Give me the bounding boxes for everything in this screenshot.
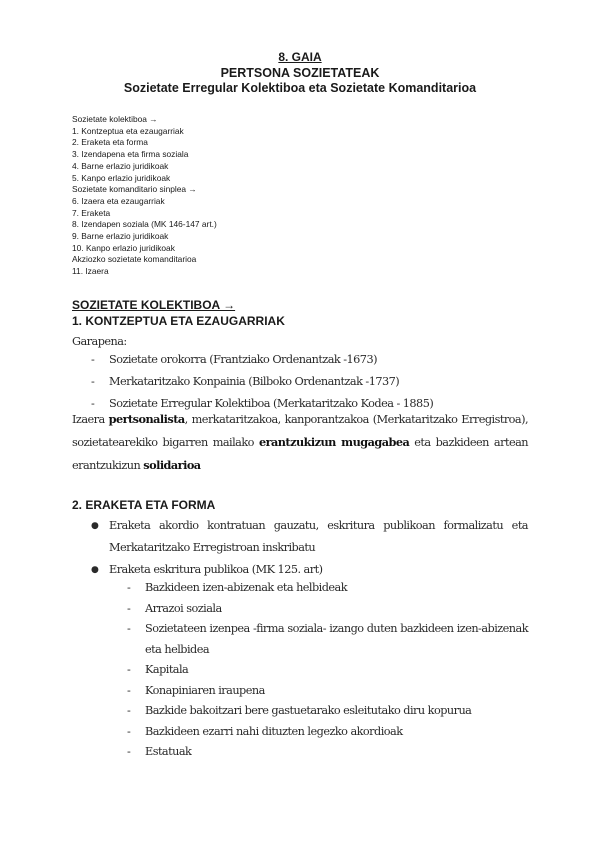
dash-marker: - — [127, 601, 131, 615]
sub-item-text: Arrazoi soziala — [145, 601, 222, 615]
dash-marker: - — [91, 375, 95, 388]
section-heading-eraketa: 2. ERAKETA ETA FORMA — [72, 498, 216, 512]
toc-item: 3. Izendapena eta firma soziala — [72, 149, 189, 160]
toc-item: 1. Kontzeptua eta ezaugarriak — [72, 125, 184, 136]
dash-marker: - — [127, 581, 131, 594]
sub-item — [127, 660, 528, 681]
section-subheading-kontzeptua: 1. KONTZEPTUA ETA EZAUGARRIAK — [72, 314, 285, 328]
bullet-marker: ● — [91, 521, 99, 531]
sub-item-text: Kapitala — [145, 663, 189, 676]
dash-marker: - — [127, 663, 131, 676]
list-item-text: Sozietate Erregular Kolektiboa (Merkataritzako Kodea - 1885) — [109, 397, 434, 410]
toc-item: Sozietate komanditario sinplea → — [72, 184, 197, 195]
paragraph-izaera — [72, 408, 528, 477]
sub-item-text: Sozietateen izenpea -firma soziala- izango duten bazkideen izen-abizenak eta helbidea — [145, 622, 528, 656]
document-subtitle: Sozietate Erregular Kolektiboa eta Sozietate Komanditarioa — [123, 81, 477, 95]
list-item — [91, 353, 433, 375]
paragraph-text: , merkataritzakoa, kanporantzakoa (Merkataritzako Erregistroa), sozietatearekiko bigarren mailako — [72, 413, 528, 449]
dash-marker: - — [127, 704, 131, 717]
toc-item: 6. Izaera eta ezaugarriak — [72, 195, 165, 206]
list-item-text: Merkataritzako Konpainia (Bilboko Ordenantzak -1737) — [109, 375, 400, 388]
bullet-item — [91, 515, 528, 559]
paragraph-bold: erantzukizun mugagabea — [258, 435, 410, 449]
document-title: PERTSONA SOZIETATEAK — [220, 66, 380, 80]
toc-item: 11. Izaera — [72, 266, 109, 277]
paragraph-text: eta bazkideen artean erantzukizun — [72, 436, 529, 472]
toc-item: Akziozko sozietate komanditarioa — [72, 254, 197, 265]
sub-item — [127, 619, 528, 660]
list-item — [91, 375, 433, 397]
bullet-list — [91, 515, 528, 581]
section-heading-kolektiboa: SOZIETATE KOLEKTIBOA → — [72, 298, 236, 312]
intro-text: Garapena: — [72, 335, 127, 348]
sub-item — [127, 742, 528, 763]
list-item-text: Sozietate orokorra (Frantziako Ordenantzak -1673) — [109, 353, 377, 366]
bullet-marker: ● — [91, 565, 99, 575]
dash-marker: - — [127, 683, 131, 697]
sub-item-text: Estatuak — [145, 745, 192, 758]
toc-item: 7. Eraketa — [72, 207, 111, 218]
sub-item — [127, 722, 528, 743]
toc-item: 8. Izendapen soziala (MK 146-147 art.) — [72, 219, 217, 230]
sub-list — [127, 578, 528, 763]
toc-item: Sozietate kolektiboa → — [72, 114, 158, 124]
toc-item: 9. Barne erlazio juridikoak — [72, 231, 169, 242]
sub-item-text: Bazkide bakoitzari bere gastuetarako esleitutako diru kopurua — [145, 704, 472, 717]
dash-marker: - — [127, 622, 131, 635]
paragraph-bold: pertsonalista — [108, 412, 185, 426]
bullet-text: Eraketa akordio kontratuan gauzatu, eskritura publikoan formalizatu eta Merkataritzako Erregistroan inskribatu — [109, 519, 528, 554]
sub-item — [127, 701, 528, 722]
sub-item — [127, 578, 528, 599]
dash-marker: - — [127, 745, 131, 758]
bullet-text: Eraketa eskritura publikoa (MK 125. art) — [109, 563, 323, 576]
sub-item-text: Bazkideen ezarri nahi dituzten legezko akordioak — [145, 724, 403, 738]
dash-marker: - — [127, 724, 131, 738]
table-of-contents — [72, 114, 217, 278]
sub-item — [127, 681, 528, 702]
toc-item: 2. Eraketa eta forma — [72, 137, 148, 148]
paragraph-bold: solidarioa — [143, 458, 201, 472]
sub-item-text: Bazkideen izen-abizenak eta helbideak — [145, 581, 348, 594]
chapter-heading: 8. GAIA — [278, 50, 322, 64]
toc-item: 10. Kanpo erlazio juridikoak — [72, 242, 175, 253]
toc-item: 5. Kanpo erlazio juridikoak — [72, 172, 171, 183]
toc-item: 4. Barne erlazio juridikoak — [72, 160, 169, 171]
sub-item — [127, 599, 528, 620]
dash-marker: - — [91, 397, 95, 410]
sub-item-text: Konapiniaren iraupena — [145, 683, 265, 697]
paragraph-text: Izaera — [72, 413, 109, 426]
dash-marker: - — [91, 353, 95, 366]
